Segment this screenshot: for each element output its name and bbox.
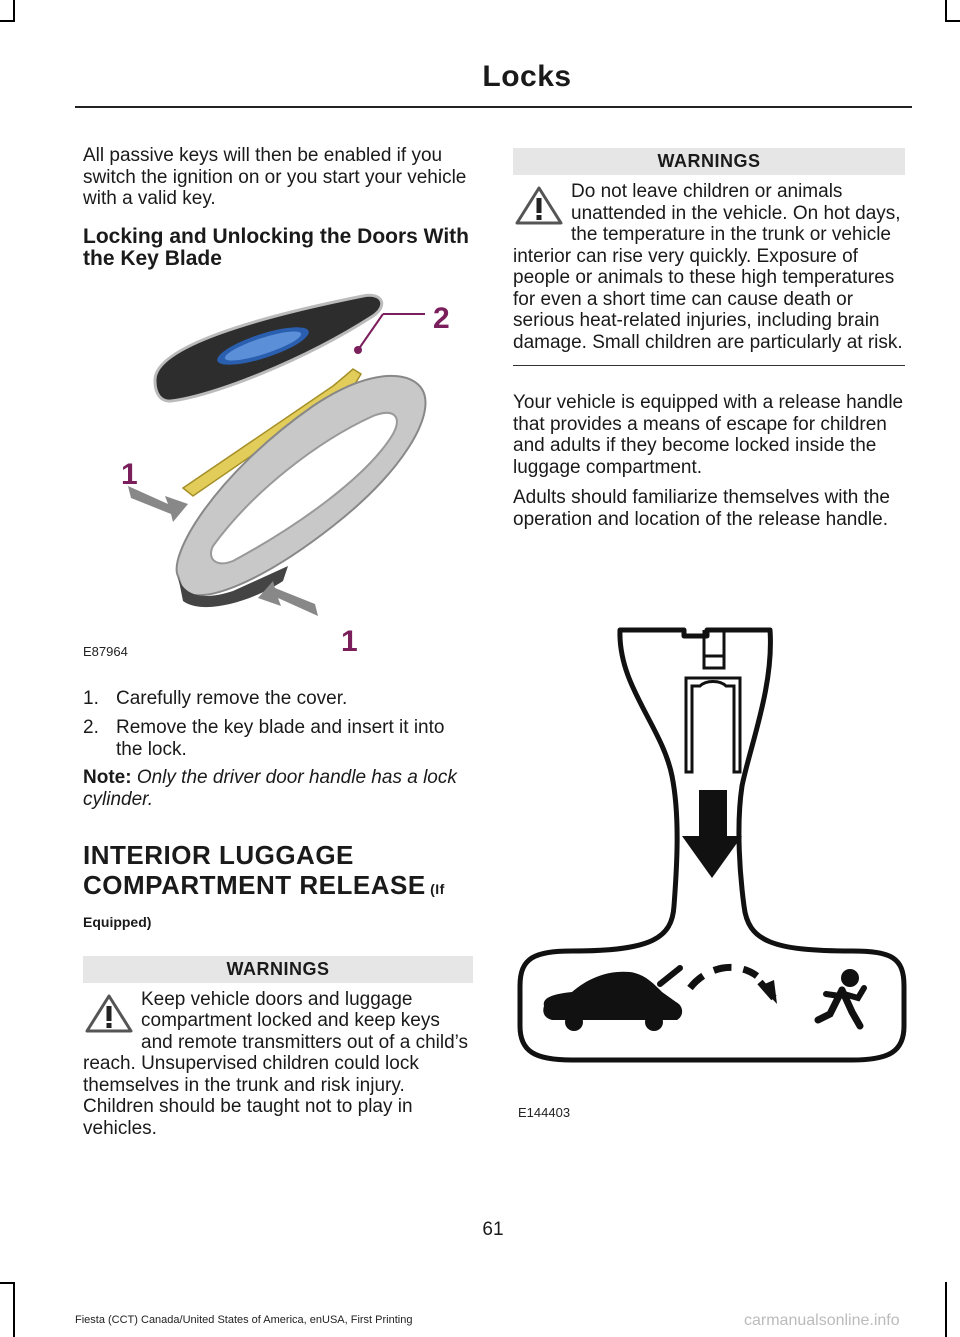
figure-code: E87964: [83, 643, 128, 659]
release-handle-figure: [512, 626, 912, 1126]
warning-box: Keep vehicle doors and luggage compartment locked and keep keys and remote transmitters out of a child’s reach. Unsupervised children could lock themselves in the trunk and risk injury. Children should be taught not to play in vehicles.: [83, 988, 469, 1139]
step-item: 2. Remove the key blade and insert it into the lock.: [83, 717, 445, 760]
edition-footer: Fiesta (CCT) Canada/United States of America, enUSA, First Printing: [75, 1314, 413, 1326]
page-header: [0, 60, 960, 94]
subheading-key-blade: Locking and Unlocking the Doors With the Key Blade: [83, 224, 469, 270]
note: Note: Only the driver door handle has a lock cylinder.: [83, 767, 457, 810]
callout-dot: [354, 346, 362, 354]
page-title: Locks: [482, 60, 572, 93]
warning-box: Do not leave children or animals unattended in the vehicle. On hot days, the temperature in the trunk or vehicle interior can rise very quickly. Exposure of people or animals to these high temperatures for even a short time can cause death or serious heat-related injuries, including brain damage. Small children are particularly at risk.: [513, 181, 903, 353]
release-paragraph-2: Adults should familiarize themselves with the operation and location of the release handle.: [513, 487, 891, 530]
callout-1-lower: 1: [341, 624, 358, 658]
watermark: carmanualsonline.info: [744, 1312, 900, 1329]
crop-mark: [945, 1282, 947, 1337]
crop-mark: [13, 1282, 15, 1337]
section-title-line2: COMPARTMENT RELEASE (If: [83, 870, 445, 900]
crop-mark: [945, 0, 947, 22]
header-rule: [75, 106, 912, 108]
warning-triangle-icon: [85, 993, 133, 1033]
crop-mark: [13, 0, 15, 22]
warnings-heading: WARNINGS: [513, 148, 905, 175]
warnings-heading: WARNINGS: [83, 956, 473, 983]
crop-mark: [0, 1282, 15, 1284]
section-title-line1: INTERIOR LUGGAGE: [83, 840, 354, 870]
left-column: [83, 145, 473, 1139]
crop-mark: [945, 20, 960, 22]
release-paragraph-1: Your vehicle is equipped with a release handle that provides a means of escape for children and adults if they become locked inside the luggage compartment.: [513, 392, 904, 478]
callout-2: 2: [433, 301, 450, 335]
crop-mark: [0, 20, 15, 22]
callout-1-upper: 1: [121, 457, 138, 491]
right-column: [513, 148, 905, 530]
figure-code-2: E144403: [518, 1105, 571, 1120]
intro-paragraph: All passive keys will then be enabled if you switch the ignition on or you start your vehicle with a valid key.: [83, 145, 467, 209]
key-fob-figure: [83, 276, 473, 676]
press-arrow-upper: [128, 486, 188, 522]
section-title-equipped: Equipped): [83, 914, 152, 930]
step-item: 1. Carefully remove the cover.: [83, 687, 348, 709]
warning-triangle-icon: [515, 185, 563, 225]
page-number: 61: [482, 1219, 504, 1240]
